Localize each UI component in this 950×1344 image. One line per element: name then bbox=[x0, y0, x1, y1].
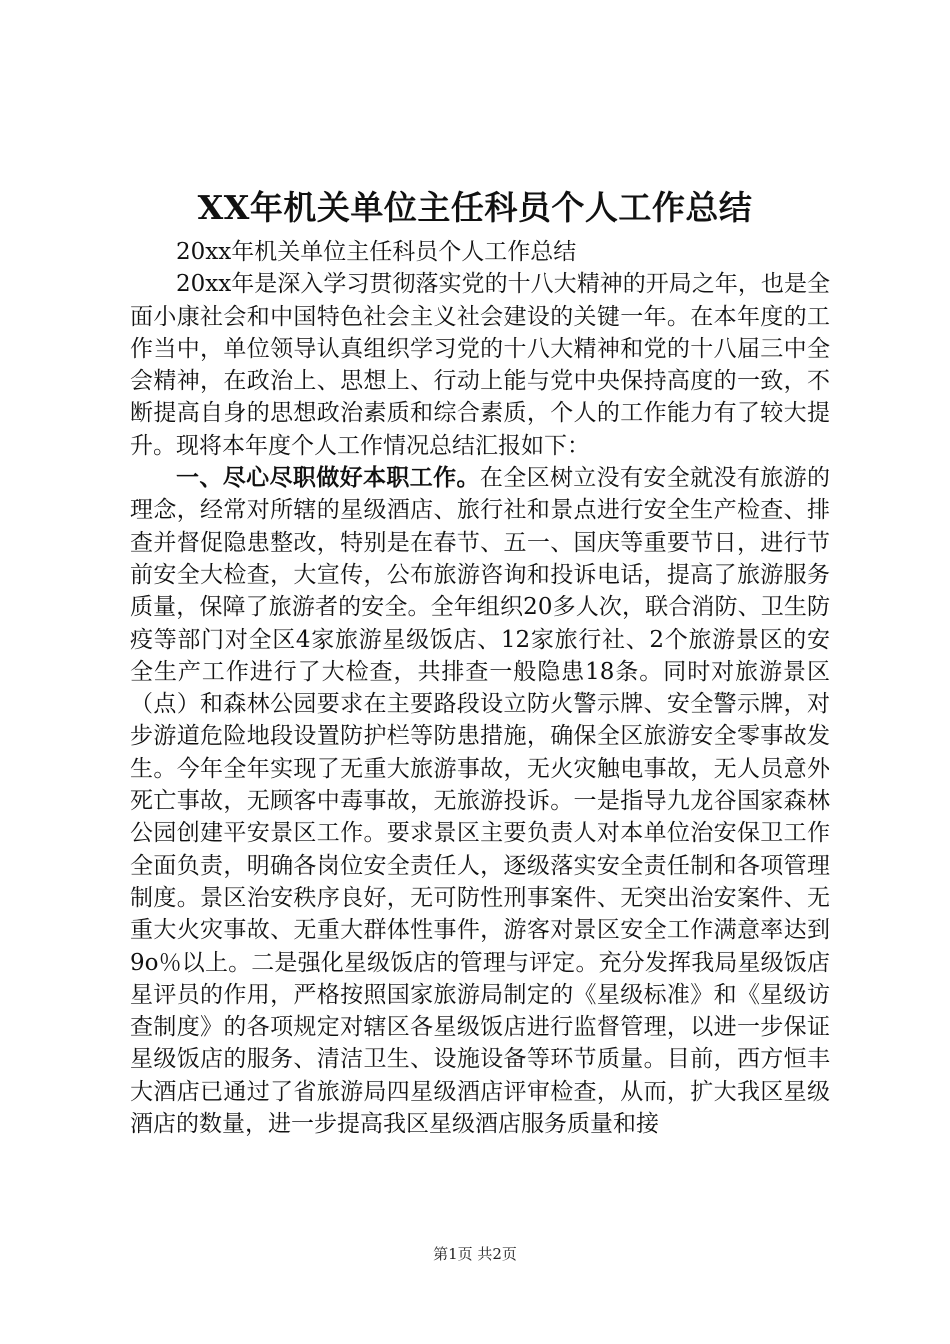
section-1-heading: 一、尽心尽职做好本职工作。 bbox=[176, 464, 480, 492]
page-footer: 第1页 共2页 bbox=[433, 1245, 517, 1263]
intro-paragraph: 20xx年是深入学习贯彻落实党的十八大精神的开局之年，也是全面小康社会和中国特色社会主义社会建设的关键一年。在本年度的工作当中，单位领导认真组织学习党的十八大精神和党的十八届三中全会精神，在政治上、思想上、行动上能与党中央保持高度的一致，不断提高自身的思想政治素质和综合素质，个人的工作能力有了较大提升。现将本年度个人工作情况总结汇报如下： bbox=[130, 271, 830, 459]
subtitle-paragraph: 20xx年机关单位主任科员个人工作总结 bbox=[176, 239, 577, 265]
document-title: XX年机关单位主任科员个人工作总结 bbox=[197, 188, 753, 227]
section-1-paragraph bbox=[130, 462, 830, 1140]
document-body bbox=[130, 236, 830, 1140]
section-1-body: 在全区树立没有安全就没有旅游的理念，经常对所辖的星级酒店、旅行社和景点进行安全生产检查、排查并督促隐患整改，特别是在春节、五一、国庆等重要节日，进行节前安全大检查，大宣传，公布旅游咨询和投诉电话，提高了旅游服务质量，保障了旅游者的安全。全年组织20多人次，联合消防、卫生防疫等部门对全区4家旅游星级饭店、12家旅行社、2个旅游景区的安全生产工作进行了大检查，共排查一般隐患18条。同时对旅游景区（点）和森林公园要求在主要路段设立防火警示牌、安全警示牌，对步游道危险地段设置防护栏等防患措施，确保全区旅游安全零事故发生。今年全年实现了无重大旅游事故，无火灾触电事故，无人员意外死亡事故，无顾客中毒事故，无旅游投诉。一是指导九龙谷国家森林公园创建平安景区工作。要求景区主要负责人对本单位治安保卫工作全面负责，明确各岗位安全责任人，逐级落实安全责任制和各项管理制度。景区治安秩序良好，无可防性刑事案件、无突出治安案件、无重大火灾事故、无重大群体性事件，游客对景区安全工作满意率达到9o％以上。二是强化星级饭店的管理与评定。充分发挥我局星级饭店星评员的作用，严格按照国家旅游局制定的《星级标准》和《星级访查制度》的各项规定对辖区各星级饭店进行监督管理，以进一步保证星级饭店的服务、清洁卫生、设施设备等环节质量。目前，西方恒丰大酒店已通过了省旅游局四星级酒店评审检查，从而，扩大我区星级酒店的数量，进一步提高我区星级酒店服务质量和接 bbox=[130, 465, 831, 1138]
